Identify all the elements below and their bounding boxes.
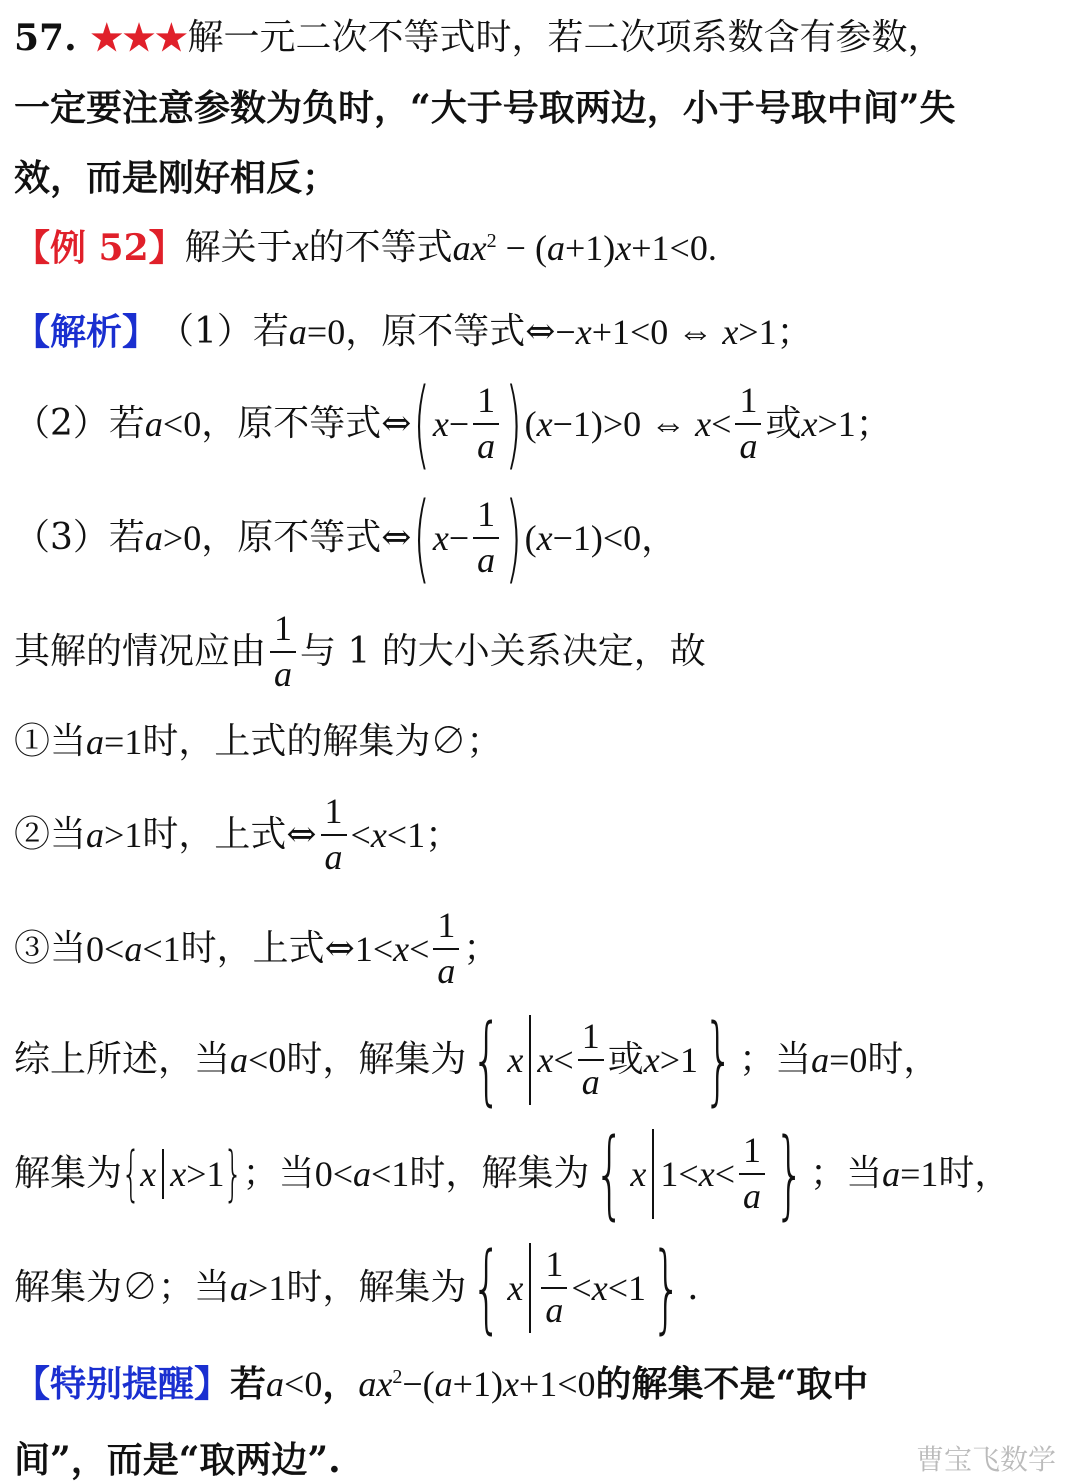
or-word: 或: [765, 403, 802, 444]
tip-line-1: 【特别提醒】 若 a<0 ， $ax^2-(a+1)x+1<0$ 的解集不是“取中: [14, 1363, 869, 1405]
summary-line-3: 解集为∅；当 a>1 时，解集为 { x $\frac{1}{a}$ <x<1 } .: [14, 1232, 699, 1344]
watermark: 曹宝飞数学: [915, 1443, 1056, 1476]
k1-label: ①当: [14, 721, 87, 762]
tip-text-b: ，: [322, 1363, 359, 1405]
tip-text-c: 的解集不是“取中: [595, 1363, 869, 1405]
analysis-case-3: （3）若 a>0 ，原不等式⇔ ( x − $\frac{1}{a}$ ) (x−1)<0，: [14, 482, 678, 594]
tip-text-a: 若: [230, 1363, 267, 1405]
analysis-tag: 【解析】: [14, 311, 159, 353]
analysis-case-1: 【解析】 （1）若 a=0 ，原不等式⇔ −x+1<0 ⇔ x>1；: [14, 311, 813, 353]
case-3-text: ，原不等式⇔: [201, 517, 412, 558]
s2-text: 解集为: [14, 1153, 123, 1194]
s1d-text: 时，: [867, 1039, 940, 1080]
s3-text: 解集为∅；当: [14, 1267, 231, 1308]
judge-line: 其解的情况应由 $\frac{1}{a}$ 与 1 的大小关系决定，故: [14, 608, 706, 694]
example-tag: 【例 52】: [14, 227, 185, 269]
s1c-text: ；当: [739, 1039, 812, 1080]
s1b-text: 时，解集为: [286, 1039, 467, 1080]
s2c-text: 时，解集为: [409, 1153, 590, 1194]
rule-line-3: 效，而是刚好相反；: [14, 157, 339, 199]
example-text-b: 的不等式: [308, 227, 453, 268]
rule-number: 57.: [14, 17, 77, 59]
analysis-case-2: （2）若 a<0 ，原不等式⇔ ( x − $\frac{1}{a}$ ) (x−1)>0 ⇔ x< $\frac{1}{a}$ 或 x>1；: [14, 368, 892, 480]
judge-text-b: 与 1 的大小关系决定，故: [300, 631, 706, 672]
case-2-label: （2）若: [14, 403, 145, 444]
rule-text-1: 解一元二次不等式时，若二次项系数含有参数，: [187, 17, 944, 58]
k3-label: ③当: [14, 928, 87, 969]
tip-line-2: 间”，而是“取两边”.: [14, 1439, 341, 1481]
case-2-text: ，原不等式⇔: [201, 403, 412, 444]
s2e-text: 时，: [938, 1153, 1011, 1194]
k2-text: 时，上式⇔: [142, 814, 317, 855]
case-1-label: （1）若: [158, 311, 289, 352]
judge-text-a: 其解的情况应由: [14, 631, 267, 672]
case-k2: ②当 a>1 时，上式⇔ $\frac{1}{a}$ <x<1；: [14, 791, 462, 877]
s2b-text: ；当: [242, 1153, 315, 1194]
s2d-text: ；当: [810, 1153, 883, 1194]
k3-text: 时，上式⇔: [180, 928, 355, 969]
case-k3: ③当 0<a<1 时，上式⇔ 1<x< $\frac{1}{a}$ ；: [14, 905, 500, 991]
or-word-2: 或: [607, 1039, 644, 1080]
rule-line-1: [14, 17, 1070, 59]
case-3-label: （3）若: [14, 517, 145, 558]
summary-line-1: 综上所述，当 a<0 时，解集为 { x x< $\frac{1}{a}$ 或 x>1 } ；当 a=0 时，: [14, 1004, 940, 1116]
case-k1: ①当 a=1 时，上式的解集为∅；: [14, 721, 503, 762]
example-line: 【例 52】 解关于 x 的不等式 $ax^2 - (a+1)x+1<0$.: [14, 227, 717, 269]
tip-tag: 【特别提醒】: [14, 1363, 231, 1405]
s3b-text: 时，解集为: [286, 1267, 467, 1308]
k1-text: 时，上式的解集为∅；: [142, 721, 503, 762]
example-text: 解关于: [184, 227, 293, 268]
difficulty-stars: ★★★: [90, 17, 188, 59]
k2-label: ②当: [14, 814, 87, 855]
summary-line-2: 解集为 { x x>1 } ；当 0<a<1 时，解集为 { x 1<x< $\frac{1}{a}$ } ；当 a=1 时，: [14, 1118, 1011, 1230]
s1-text: 综上所述，当: [14, 1039, 231, 1080]
rule-line-2: 一定要注意参数为负时，“大于号取两边，小于号取中间”失: [14, 87, 956, 129]
case-1-text: ，原不等式⇔: [345, 311, 556, 352]
